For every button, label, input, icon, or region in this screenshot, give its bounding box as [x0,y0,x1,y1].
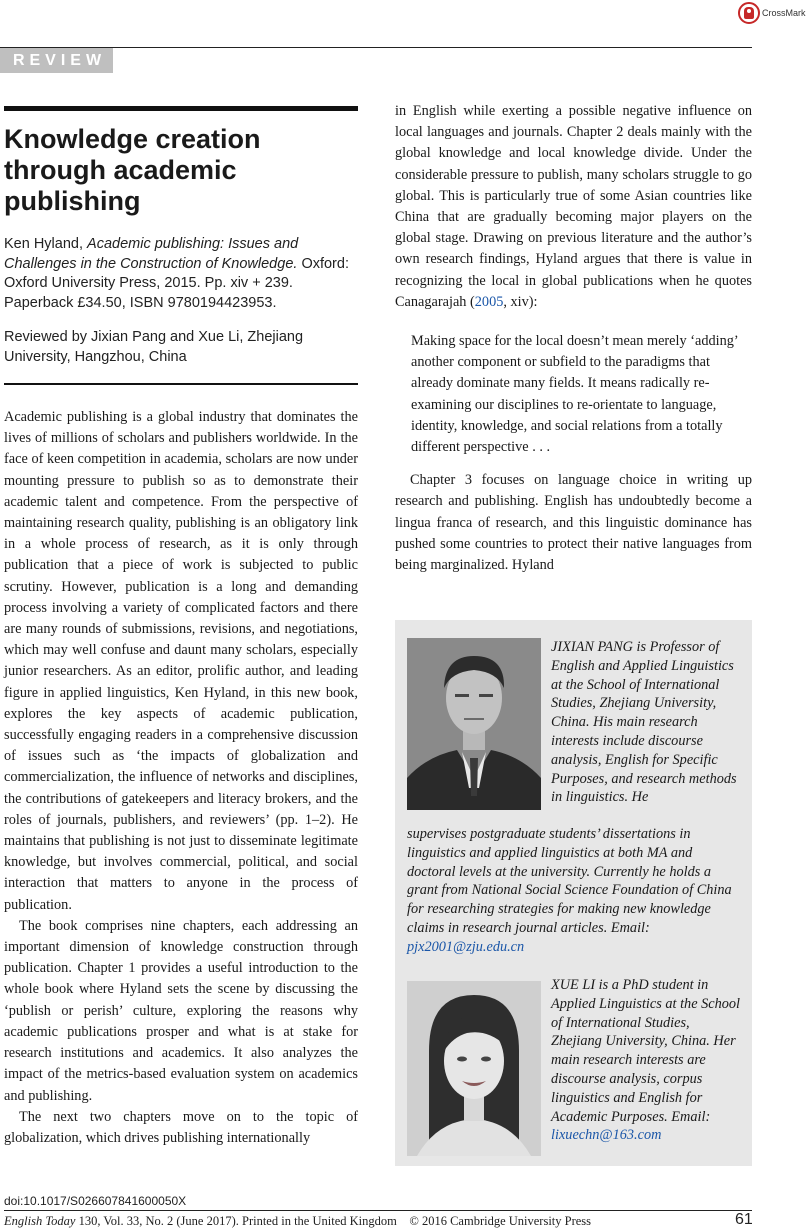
body-paragraph-3: The next two chapters move on to the topic of globalization, which drives publishing internationally [4,1108,358,1146]
book-info: Ken Hyland, Academic publishing: Issues and Challenges in the Construction of Knowledge. Oxford: Oxford University Press, 2015. Pp. xiv + 239. Paperback £34.50, ISBN 9780194423953. [4,236,349,311]
left-column [4,407,358,1149]
crossmark-label: CrossMark [762,8,806,18]
section-divider [4,383,358,385]
right-column [395,101,752,576]
book-title: Academic publishing: Issues and Challenges in the Construction of Knowledge. [4,236,299,272]
paragraph-4-end: , xiv): [503,293,538,310]
paragraph-4-text: in English while exerting a possible negative influence on local languages and journals. Chapter 2 deals mainly with the global knowledge and local knowledge divide. Under the considerable pressure to publish, many scholars struggle to go global. This is particularly true of some Asian countries like China that are gradually becoming major players on the global stage. Drawing on previous literature and the author’s own research findings, Hyland argues that there is value in recognizing the local in global publications when he quotes Canagarajah ( [395,103,752,310]
section-label: REVIEW [0,48,113,73]
email-link-xue-li[interactable]: lixuechn@163.com [551,1127,662,1144]
book-author: Ken Hyland [4,236,79,252]
journal-name: English Today [4,1214,76,1228]
bio-jixian-pang-part-1: JIXIAN PANG is Professor of English and Applied Linguistics at the School of International Studies, Zhejiang University, China. His main research interests include discourse analysis, English for Specific Purposes, and research methods in linguistics. He [551,639,737,806]
title-rule [4,106,358,111]
footer-citation [4,1214,591,1229]
bio-xue-li-text: XUE LI is a PhD student in Applied Linguistics at the School of International Studies, Zhejiang University, China. Her main research interests are discourse analysis, corpus linguistics and English for Academic Purposes. Email: [551,977,741,1125]
page-number: 61 [735,1211,753,1228]
citation-details: 130, Vol. 33, No. 2 (June 2017). Printed in the United Kingdom © 2016 Cambridge University Press [75,1214,592,1228]
author-photo-jixian-pang [407,638,541,810]
body-paragraph-5: Chapter 3 focuses on language choice in writing up research and publishing. English has undoubtedly become a lingua franca of research, and this linguistic dominance has pushed some countries to protect their native languages from being marginalized. Hyland [395,472,752,574]
bio-email-label: Email: [610,919,650,936]
article-title: Knowledge creation through academic publishing [4,124,261,216]
citation-link-canagarajah[interactable]: 2005 [474,293,504,310]
bio-jixian-pang-text: supervises postgraduate students’ dissertations in linguistics and applied linguistics at both MA and doctoral levels at the university. Currently he holds a grant from National Social Science Foundation of China for researching strategies for making new knowledge claims in research journal articles. [407,826,732,936]
crossmark-icon [738,2,760,24]
reviewer-info: Reviewed by Jixian Pang and Xue Li, Zhejiang University, Hangzhou, China [4,329,304,365]
crossmark-badge[interactable] [738,2,806,24]
block-quote: Making space for the local doesn’t mean merely ‘adding’ another component or subfield to the paradigms that already dominate many fields. It means radically re-examining our disciplines to re-orientate to language, identity, knowledge, and social relations from a totally different perspective . . . [411,333,738,456]
bio-jixian-pang-part-2 [407,825,742,957]
author-photo-xue-li [407,981,541,1156]
doi: doi:10.1017/S026607841600050X [4,1194,187,1208]
book-publication-details: Oxford: Oxford University Press, 2015. Pp. xiv + 239. Paperback £34.50, ISBN 9780194423953. [4,255,349,311]
author-bio-box [395,620,752,1166]
email-link-jixian-pang[interactable]: pjx2001@zju.edu.cn [407,938,525,955]
body-paragraph-1: Academic publishing is a global industry that dominates the lives of millions of scholars and publishers worldwide. In the face of keen competition in academia, scholars are now under mounting pressure to publish so as to demonstrate their academic talent and competence. From the perspective of maintaining research quality, publishing is an obligatory link in a whole process of research, as it is only through publication that a piece of work is subjected to public scrutiny. However, publication is a long and demanding process involving a variety of complicated factors and there are many rounds of submissions, revisions, and negotiations, which may well confuse and daunt many scholars, especially junior researchers. As an editor, prolific author, and leading figure in applied linguistics, Ken Hyland, in this new book, explores the key aspects of academic publication, successfully engaging readers in a comprehensive discussion of issues such as ‘the impacts of globalization and commercialization, the influence of networks and disciplines, the contributions of gatekeepers and literacy brokers, and the roles of journals, publishers, and reviewers’ (pp. 1–2). He maintains that publishing is not just to disseminate legitimate knowledge, but involves commercial, political, and social interaction that matters to anyone in the process of publication. [4,409,358,913]
bio-xue-li [551,976,741,1145]
footer-rule [4,1210,752,1211]
body-paragraph-4 [395,101,752,313]
body-paragraph-2: The book comprises nine chapters, each addressing an important dimension of knowledge construction through publication. Chapter 1 provides a useful introduction to the whole book where Hyland sets the scene by discussing the ‘publish or perish’ culture, exploring the reasons why academic publications prosper and what is at stake for research institutions and academics. It also analyzes the impact of the metrics-based evaluation system on academics and publishing. [4,917,358,1104]
